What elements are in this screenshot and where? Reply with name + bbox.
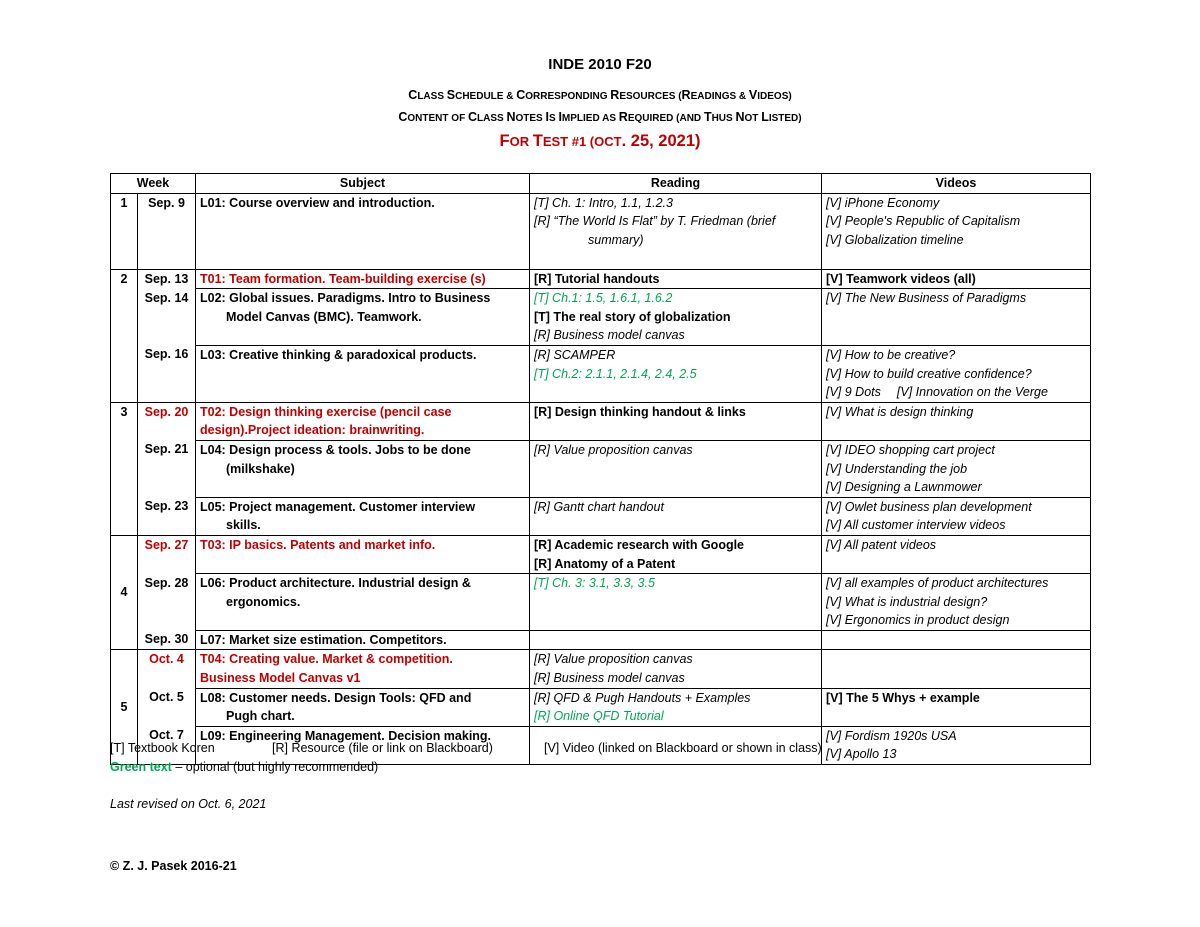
subtitle-class-notes: CONTENT OF CLASS NOTES IS IMPLIED AS REQUIRED (AND THUS NOT LISTED) [398,110,802,124]
reading-item: [R] Anatomy of a Patent [534,556,676,571]
date-cell: Sep. 21 [138,440,196,497]
date-cell: Oct. 5 [138,688,196,726]
table-row [111,497,1091,535]
last-revised: Last revised on Oct. 6, 2021 [110,797,267,811]
week-number: 1 [111,193,138,269]
reading-item: [T] Ch.1: 1.5, 1.6.1, 1.6.2 [534,291,673,306]
table-row [111,574,1091,631]
reading-cell: [R] Gantt chart handout [530,497,822,535]
videos-cell: [V] Teamwork videos (all) [822,269,1091,289]
reading-item: [R] “The World Is Flat” by T. Friedman (brief [534,214,776,229]
reading-cell [530,650,822,688]
date-cell: Oct. 7 [138,726,196,764]
subject-text: design).Project ideation: brainwriting. [200,423,425,438]
reading-cell [530,688,822,726]
legend-resource: [R] Resource (file or link on Blackboard) [272,741,493,755]
reading-item: [T] Ch. 1: Intro, 1.1, 1.2.3 [534,195,673,210]
date-cell: Sep. 27 [138,535,196,573]
table-row [111,269,1091,289]
subject-text: L04: Design process & tools. Jobs to be done [200,442,471,457]
video-item: [V] Ergonomics in product design [826,613,1010,628]
video-item: [V] All customer interview videos [826,518,1006,533]
reading-cell [530,630,822,650]
subject-cell: L09: Engineering Management. Decision making. [196,726,530,764]
header-reading: Reading [530,174,822,194]
video-item: [V] Globalization timeline [826,232,964,247]
table-header-row [111,174,1091,194]
subject-cell [196,574,530,631]
table-row [111,535,1091,573]
date-cell: Sep. 20 [138,402,196,440]
video-item: [V] Apollo 13 [826,747,897,762]
subject-text: Pugh chart. [226,709,295,724]
reading-cell: [T] Ch. 3: 3.1, 3.3, 3.5 [530,574,822,631]
week-number: 5 [111,650,138,765]
videos-cell [822,630,1091,650]
date-cell: Oct. 4 [138,650,196,688]
videos-cell [822,574,1091,631]
videos-cell [822,345,1091,402]
subject-cell [196,688,530,726]
video-item: [V] How to build creative confidence? [826,366,1032,381]
header-videos: Videos [822,174,1091,194]
subject-cell: L03: Creative thinking & paradoxical products. [196,345,530,402]
table-row [111,688,1091,726]
date-cell: Sep. 13 [138,269,196,289]
reading-item: [R] Value proposition canvas [534,652,693,667]
subject-cell: T03: IP basics. Patents and market info. [196,535,530,573]
reading-cell: [R] Tutorial handouts [530,269,822,289]
subject-cell [196,193,530,269]
reading-cell [530,193,822,269]
video-item: [V] Designing a Lawnmower [826,480,982,495]
video-item: [V] What is industrial design? [826,594,988,609]
video-item: [V] Fordism 1920s USA [826,728,957,743]
reading-item: [R] SCAMPER [534,347,616,362]
subject-cell [196,650,530,688]
reading-item: summary) [588,232,644,247]
videos-cell: [V] The New Business of Paradigms [822,289,1091,346]
subtitle-schedule: CLASS SCHEDULE & CORRESPONDING RESOURCES (READINGS & VIDEOS) [408,88,792,102]
date-cell: Sep. 16 [138,345,196,402]
subject-cell: T01: Team formation. Team-building exercise (s) [196,269,530,289]
subject-text: ergonomics. [226,594,301,609]
subject-text: skills. [226,518,261,533]
subject-text: T04: Creating value. Market & competition. [200,652,453,667]
videos-cell [822,193,1091,269]
subject-cell [196,440,530,497]
video-item: [V] Owlet business plan development [826,499,1032,514]
table-row [111,402,1091,440]
video-item: [V] iPhone Economy [826,195,940,210]
subject-text: Business Model Canvas v1 [200,671,361,686]
green-text-description: – optional (but highly recommended) [171,760,379,774]
green-text-note [110,760,378,774]
subject-text: T02: Design thinking exercise (pencil case [200,404,452,419]
videos-cell [822,440,1091,497]
subject-text: L02: Global issues. Paradigms. Intro to Business [200,291,491,306]
video-item: [V] IDEO shopping cart project [826,442,995,457]
green-text-label: Green text [110,760,172,774]
videos-cell [822,650,1091,688]
subject-text: L01: Course overview and introduction. [200,195,435,210]
reading-item: [R] Academic research with Google [534,537,745,552]
subject-text: L08: Customer needs. Design Tools: QFD and [200,690,472,705]
subject-text: (milkshake) [226,461,295,476]
subject-cell [196,497,530,535]
header-subject: Subject [196,174,530,194]
videos-cell: [V] All patent videos [822,535,1091,573]
subject-text: L06: Product architecture. Industrial design & [200,576,471,591]
subject-text: L05: Project management. Customer interview [200,499,476,514]
test-heading: FOR TEST #1 (OCT. 25, 2021) [499,132,701,150]
table-row [111,650,1091,688]
table-row [111,289,1091,346]
videos-cell [822,497,1091,535]
table-row [111,193,1091,269]
reading-cell: [R] Design thinking handout & links [530,402,822,440]
reading-item: [R] QFD & Pugh Handouts + Examples [534,690,751,705]
subject-cell: L07: Market size estimation. Competitors. [196,630,530,650]
header-week: Week [111,174,196,194]
date-cell: Sep. 28 [138,574,196,631]
table-row [111,630,1091,650]
date-cell: Sep. 14 [138,289,196,346]
date-cell: Sep. 23 [138,497,196,535]
date-cell: Sep. 30 [138,630,196,650]
legend-textbook: [T] Textbook Koren [110,741,215,755]
table-row [111,345,1091,402]
reading-item: [R] Online QFD Tutorial [534,709,664,724]
reading-cell [530,345,822,402]
schedule-table [110,173,1091,765]
reading-item: [R] Business model canvas [534,328,685,343]
subject-cell [196,402,530,440]
videos-cell: [V] The 5 Whys + example [822,688,1091,726]
reading-item: [R] Business model canvas [534,671,685,686]
video-item-pair [826,383,1086,402]
videos-cell [822,726,1091,764]
video-item: [V] Innovation on the Verge [896,385,1048,400]
week-number: 2 [111,269,138,402]
reading-item: [T] The real story of globalization [534,309,731,324]
reading-cell: [R] Value proposition canvas [530,440,822,497]
reading-item: [T] Ch.2: 2.1.1, 2.1.4, 2.4, 2.5 [534,366,697,381]
video-item: [V] all examples of product architectures [826,576,1049,591]
document-title: INDE 2010 F20 [548,56,652,73]
video-item: [V] Understanding the job [826,461,968,476]
copyright: © Z. J. Pasek 2016-21 [110,859,237,873]
video-item: [V] 9 Dots [826,385,881,400]
subject-text: Model Canvas (BMC). Teamwork. [226,309,422,324]
reading-cell [530,535,822,573]
video-item: [V] People's Republic of Capitalism [826,214,1021,229]
video-item: [V] How to be creative? [826,347,956,362]
reading-cell [530,289,822,346]
legend-video: [V] Video (linked on Blackboard or shown in class) [544,741,822,755]
date-cell: Sep. 9 [138,193,196,269]
subject-cell [196,289,530,346]
week-number: 3 [111,402,138,535]
videos-cell: [V] What is design thinking [822,402,1091,440]
table-row [111,440,1091,497]
week-number: 4 [111,535,138,650]
